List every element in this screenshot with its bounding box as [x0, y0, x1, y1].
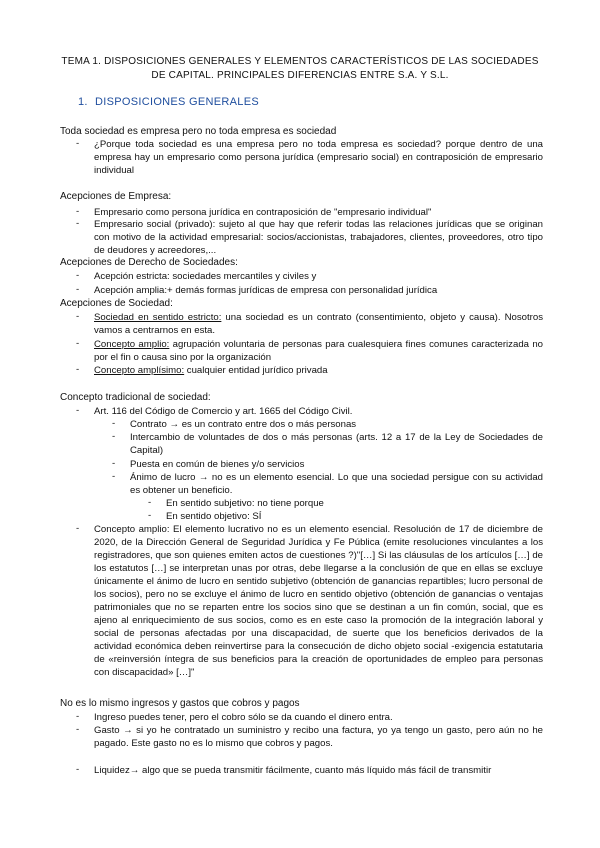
concepto-subsub-2: En sentido objetivo: SÍ	[166, 511, 262, 522]
concepto-art: Art. 116 del Código de Comercio y art. 1665 del Código Civil.	[94, 406, 353, 417]
concepto-heading: Concepto tradicional de sociedad:	[60, 392, 211, 403]
ingresos-heading: No es lo mismo ingresos y gastos que cobros y pagos	[60, 698, 300, 709]
dash-marker: -	[76, 138, 80, 149]
acepciones-sociedad-heading: Acepciones de Sociedad:	[60, 298, 173, 309]
acepciones-derecho-heading: Acepciones de Derecho de Sociedades:	[60, 257, 238, 268]
acepciones-empresa-heading: Acepciones de Empresa:	[60, 191, 172, 202]
dash-marker: -	[76, 206, 80, 217]
derecho-item-2: Acepción amplia:+ demás formas jurídicas de empresa con personalidad jurídica	[94, 285, 438, 296]
derecho-item-1: Acepción estricta: sociedades mercantiles y civiles y	[94, 271, 317, 282]
sociedad-item-1	[94, 311, 543, 337]
term-text: una sociedad es un contrato (consentimiento, objeto y causa). Nosotros vamos a centrarnos en esta.	[94, 312, 543, 336]
term-text: agrupación voluntaria de personas para cualesquiera fines comunes caracterizada no por el fin o causa sino por la organización	[94, 339, 543, 363]
dash-marker: -	[112, 458, 116, 469]
term-text: cualquier entidad jurídico privada	[184, 365, 328, 376]
term: Sociedad en sentido estricto:	[94, 312, 222, 323]
intro-bullet: ¿Porque toda sociedad es una empresa pero no toda empresa es sociedad? porque dentro de una empresa hay un empresario como persona jurídica (empresario social) en contraposición de empresario individual	[94, 139, 543, 176]
dash-marker: -	[76, 218, 80, 229]
ingresos-item-1: Ingreso puedes tener, pero el cobro sólo se da cuando el dinero entra.	[94, 712, 393, 723]
dash-marker: -	[76, 724, 80, 735]
section-heading	[78, 96, 259, 108]
intro-heading: Toda sociedad es empresa pero no toda empresa es sociedad	[60, 126, 337, 137]
concepto-sub-4: Ánimo de lucro → no es un elemento esencial. Lo que una sociedad persigue con su actividad es obtener un beneficio.	[130, 472, 543, 496]
term: Concepto amplísimo:	[94, 365, 185, 376]
sociedad-item-2	[94, 338, 543, 364]
dash-marker: -	[76, 711, 80, 722]
ingresos-item-2: Gasto → si yo he contratado un suministro y recibo una factura, yo ya tengo un gasto, pero aún no he pagado. Este gasto no es lo mismo que cobros y pagos.	[94, 725, 543, 749]
concepto-sub-3: Puesta en común de bienes y/o servicios	[130, 459, 305, 470]
concepto-subsub-1: En sentido subjetivo: no tiene porque	[166, 498, 324, 509]
dash-marker: -	[148, 497, 152, 508]
concepto-amplio: Concepto amplio: El elemento lucrativo no es un elemento esencial. Resolución de 17 de diciembre de 2020, de la Dirección General de Seguridad Jurídica y Fe Pública (emite resoluciones vinculantes a los registradores, que son quienes emiten actos de cuestiones ?)"[…] Si las cláusulas de los artículos […] de los estatutos […] se interpretan unas por otras, debe llegarse a la conclusión de que en ellas se excluye únicamente el ánimo de lucro en sentido subjetivo (obtención de ganancias repartibles; lucro personal de los socios), pero no se excluye el ánimo de lucro en sentido objetivo (obtención de ganancias o ventajas patrimoniales que no se reparten entre los socios sino que se destinan a un fin común, social, que es ajeno al enriquecimiento de sus socios, como es en este caso la promoción de la integración laboral y social de personas afectadas por una discapacidad, de suerte que los beneficios derivados de la actividad económica deben reinvertirse para la consecución de dicho objeto social -exigencia estatutaria de «reinversión íntegra de sus beneficios para la creación de oportunidades de empleo para personas con discapacidad» […]"	[94, 524, 543, 678]
dash-marker: -	[76, 270, 80, 281]
page-title	[60, 55, 540, 83]
title-line-2: DE CAPITAL. PRINCIPALES DIFERENCIAS ENTRE S.A. Y S.L.	[151, 70, 449, 81]
dash-marker: -	[76, 523, 80, 534]
concepto-sub-1: Contrato → es un contrato entre dos o más personas	[130, 419, 357, 430]
dash-marker: -	[76, 364, 80, 375]
dash-marker: -	[112, 431, 116, 442]
dash-marker: -	[76, 338, 80, 349]
ingresos-item-3: Liquidez→ algo que se pueda transmitir fácilmente, cuanto más líquido más fácil de transmitir	[94, 765, 492, 776]
title-line-1: TEMA 1. DISPOSICIONES GENERALES Y ELEMENTOS CARACTERÍSTICOS DE LAS SOCIEDADES	[61, 56, 539, 67]
dash-marker: -	[112, 471, 116, 482]
dash-marker: -	[76, 764, 80, 775]
section-label: DISPOSICIONES GENERALES	[95, 96, 259, 108]
dash-marker: -	[76, 405, 80, 416]
sociedad-item-3	[94, 364, 543, 377]
empresa-item-2: Empresario social (privado): sujeto al que hay que referir todas las relaciones jurídicas que se originan con motivo de la actividad empresarial: socios/accionistas, trabajadores, clientes, proveedores, otro tipo de deudores y acreedores,...	[94, 219, 543, 256]
dash-marker: -	[112, 418, 116, 429]
empresa-item-1: Empresario como persona jurídica en contraposición de "empresario individual"	[94, 207, 432, 218]
dash-marker: -	[76, 284, 80, 295]
section-number: 1.	[78, 96, 88, 108]
dash-marker: -	[148, 510, 152, 521]
concepto-sub-2: Intercambio de voluntades de dos o más personas (arts. 12 a 17 de la Ley de Sociedades de Capital)	[130, 432, 543, 456]
dash-marker: -	[76, 311, 80, 322]
term: Concepto amplio:	[94, 339, 170, 350]
